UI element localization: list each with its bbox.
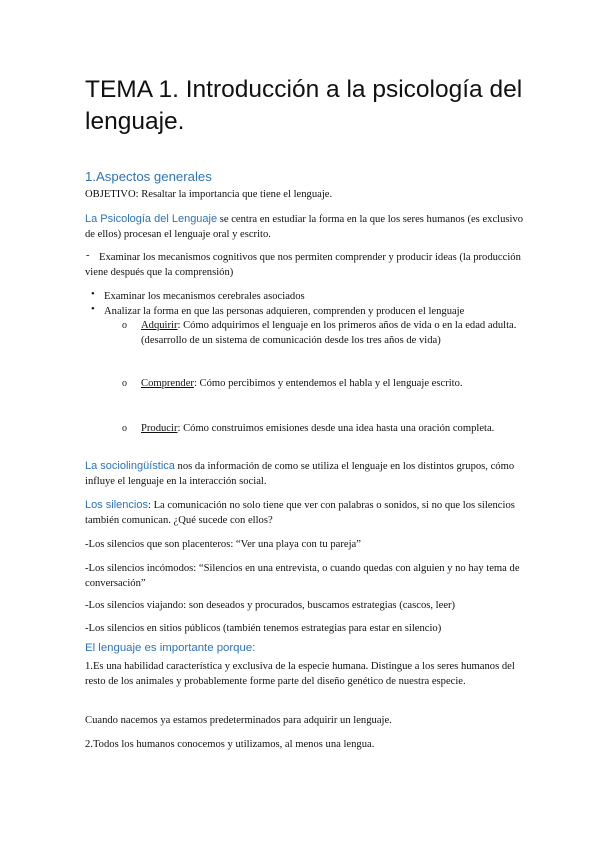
- silencios-term: Los silencios: [85, 499, 148, 511]
- sub-bullet-producir: [141, 421, 525, 436]
- producir-text: : Cómo construimos emisiones desde una idea hasta una oración completa.: [177, 423, 495, 434]
- comprender-text: : Cómo percibimos y entendemos el habla y el lenguaje escrito.: [193, 378, 463, 389]
- psicologia-paragraph: [85, 212, 525, 243]
- silencios-paragraph: [85, 498, 525, 529]
- silencios-item: -Los silencios en sitios públicos (también tenemos estrategias para estar en silencio): [85, 623, 442, 634]
- bullet-item: Examinar los mecanismos cerebrales asociados: [104, 291, 305, 302]
- psicologia-text: se centra en estudiar la forma en la que los seres humanos (es exclusivo de ellos) procesan el lenguaje oral y escrito.: [85, 214, 524, 241]
- sub-bullet-comprender: [141, 376, 525, 391]
- dash-marker: -: [86, 250, 90, 261]
- adquirir-term: Adquirir: [141, 320, 178, 331]
- sub-bullet-marker: o: [122, 423, 127, 434]
- adquirir-text: : Cómo adquirimos el lenguaje en los primeros años de vida o en la edad adulta. (desarrollo de un sistema de comunicación desde los tres años de vida): [141, 320, 517, 347]
- objetivo-text: : Resaltar la importancia que tiene el lenguaje.: [135, 189, 333, 200]
- sociolinguistica-term: La sociolingüística: [85, 460, 175, 472]
- importante-item: 2.Todos los humanos conocemos y utilizamos, al menos una lengua.: [85, 739, 375, 750]
- sociolinguistica-paragraph: [85, 459, 525, 490]
- bullet-marker: •: [91, 289, 95, 300]
- producir-term: Producir: [141, 423, 178, 434]
- importante-heading: El lenguaje es importante porque:: [85, 642, 256, 654]
- page-title: TEMA 1. Introducción a la psicología del lenguaje.: [85, 76, 523, 135]
- importante-item: Cuando nacemos ya estamos predeterminados para adquirir un lenguaje.: [85, 715, 392, 726]
- section-heading: 1.Aspectos generales: [85, 169, 212, 184]
- bullet-item: Analizar la forma en que las personas adquieren, comprenden y producen el lenguaje: [104, 306, 465, 317]
- psicologia-term: La Psicología del Lenguaje: [85, 213, 218, 225]
- silencios-text: : La comunicación no solo tiene que ver con palabras o sonidos, si no que los silencios también comunican. ¿Qué sucede con ellos?: [85, 500, 515, 527]
- dash-bullet-text: Examinar los mecanismos cognitivos que nos permiten comprender y producir ideas (la producción viene después que la comprensión): [85, 252, 521, 279]
- bullet-marker: •: [91, 304, 95, 315]
- sub-bullet-marker: o: [122, 378, 127, 389]
- sub-bullet-adquirir: [141, 318, 525, 349]
- silencios-item: -Los silencios viajando: son deseados y procurados, buscamos estrategias (cascos, leer): [85, 600, 456, 611]
- importante-item: 1.Es una habilidad característica y exclusiva de la especie humana. Distingue a los seres humanos del resto de los animales y probablemente forme parte del diseño genético de nuestra especie.: [85, 661, 515, 688]
- sub-bullet-marker: o: [122, 320, 127, 331]
- silencios-item: -Los silencios incómodos: “Silencios en una entrevista, o cuando quedas con alguien y no hay tema de conversación”: [85, 563, 520, 590]
- objetivo-label: OBJETIVO: [85, 189, 136, 200]
- objetivo-paragraph: [85, 187, 525, 202]
- comprender-term: Comprender: [141, 378, 194, 389]
- silencios-item: -Los silencios que son placenteros: “Ver una playa con tu pareja”: [85, 539, 361, 550]
- sociolinguistica-text: nos da información de como se utiliza el lenguaje en los distintos grupos, cómo influye el lenguaje en la interacción social.: [85, 461, 515, 488]
